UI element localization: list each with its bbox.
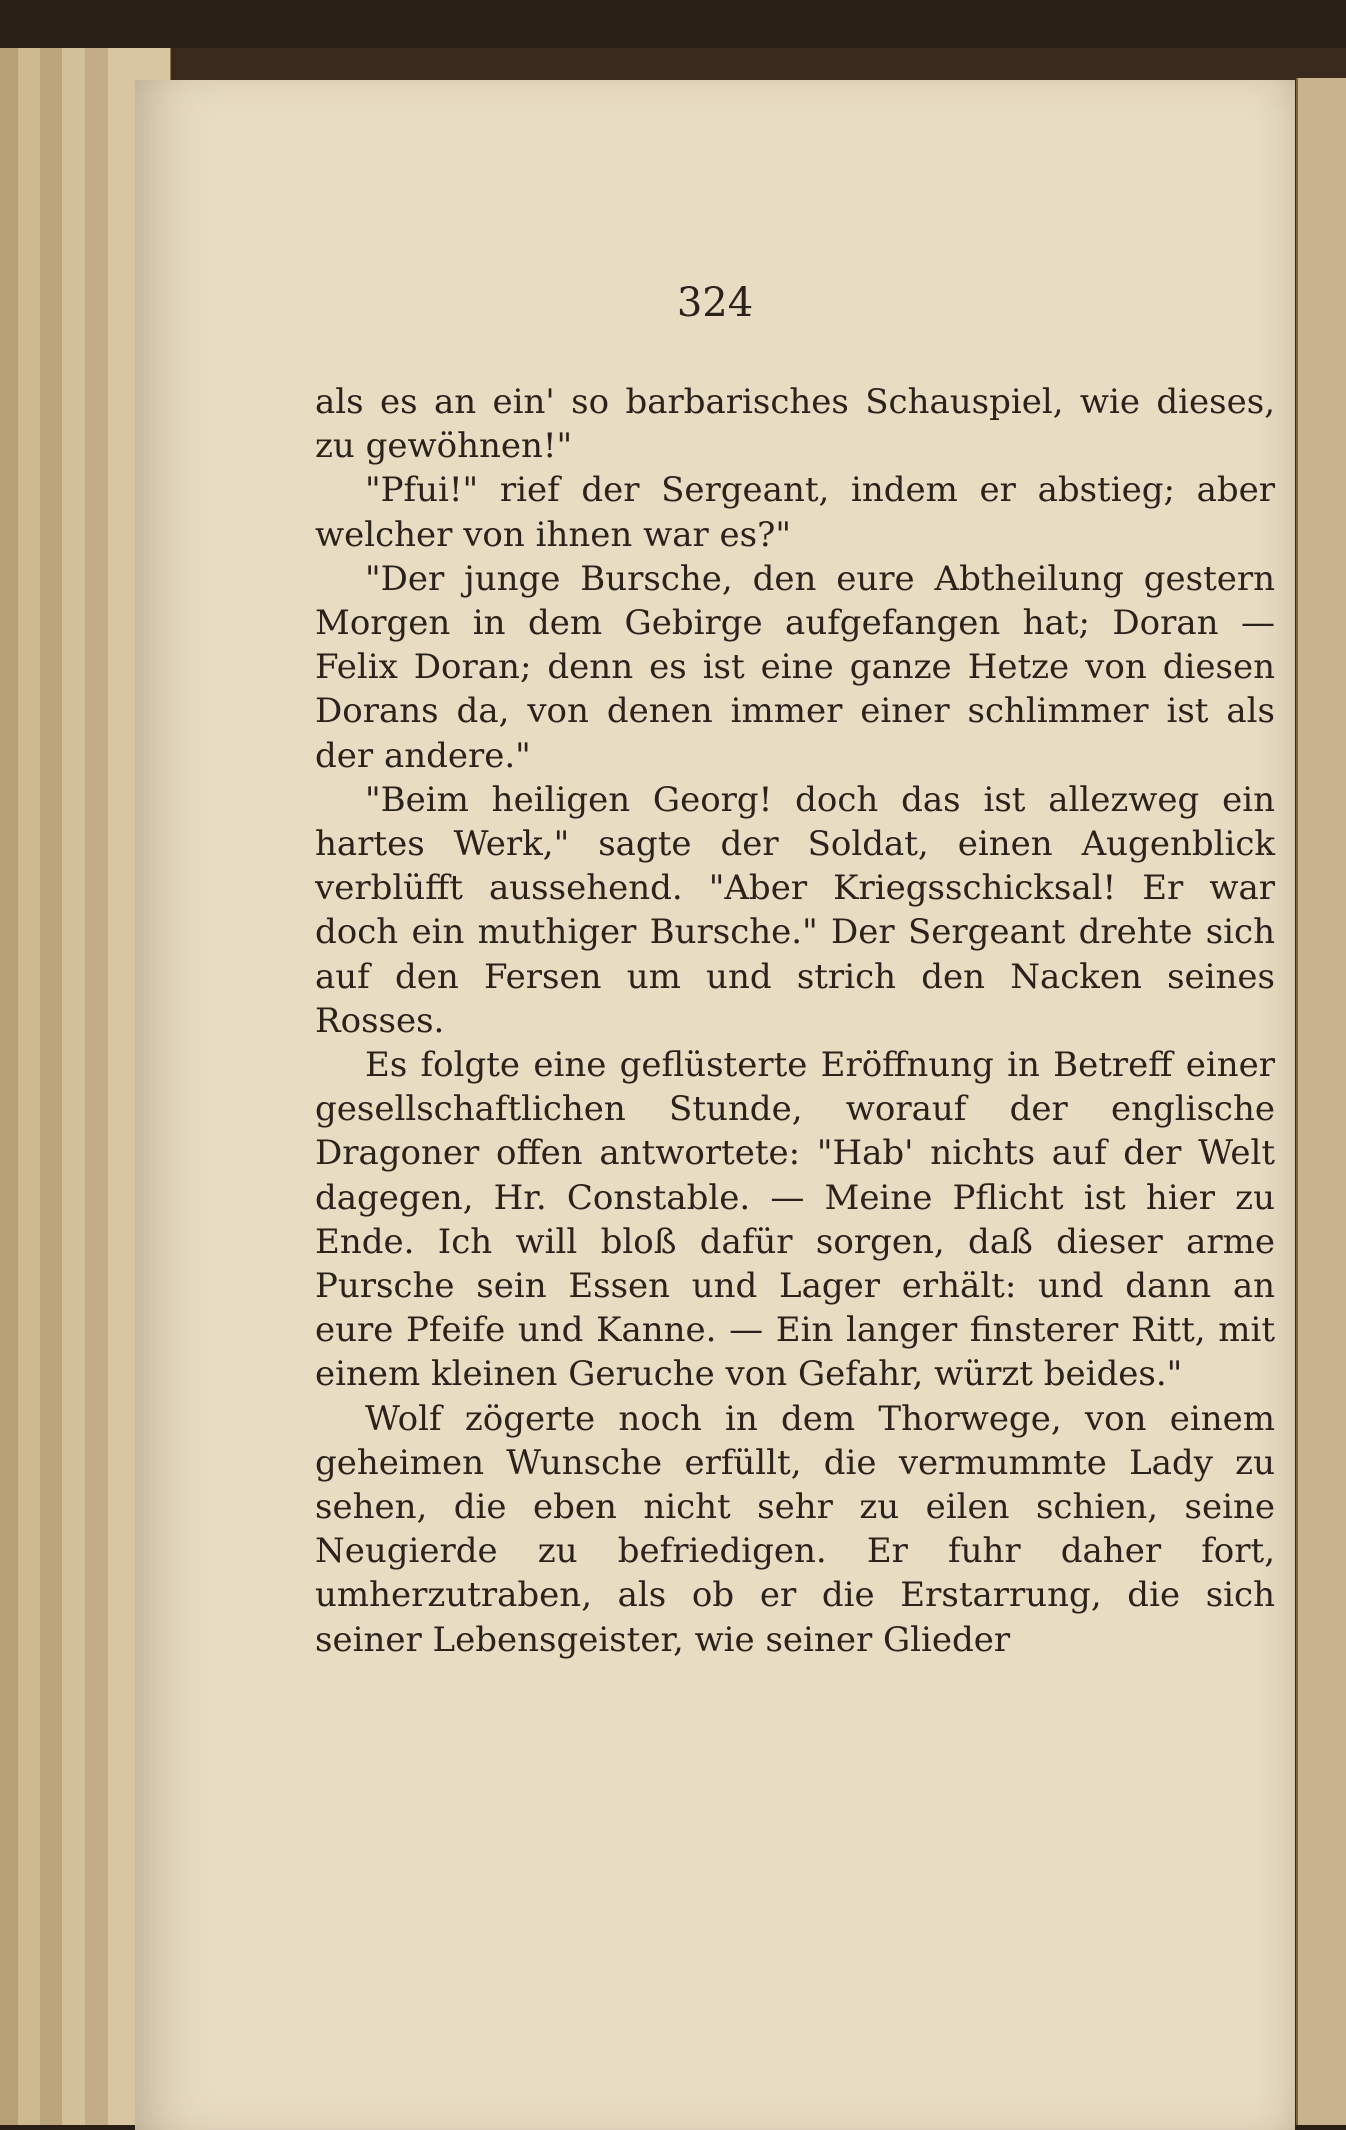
paragraph: "Der junge Bursche, den eure Abtheilung gestern Morgen in dem Gebirge aufgefangen hat; Doran — Felix Doran; denn es ist eine ganze Hetze von diesen Dorans da, von denen immer einer schlimmer ist als der andere." xyxy=(315,558,1275,776)
book-photo xyxy=(0,48,1346,2125)
paragraph: "Beim heiligen Georg! doch das ist allezweg ein hartes Werk," sagte der Soldat, einen Augenblick verblüfft aussehend. "Aber Kriegsschicksal! Er war doch ein muthiger Bursche." Der Sergeant drehte sich auf den Fersen um und strich den Nacken seines Rosses. xyxy=(315,779,1275,1041)
paragraph: als es an ein' so barbarisches Schauspiel, wie dieses, zu gewöhnen!" xyxy=(315,382,1275,467)
facing-page-edge xyxy=(1296,78,1346,2125)
paragraph: Wolf zögerte noch in dem Thorwege, von einem geheimen Wunsche erfüllt, die vermummte Lady zu sehen, die eben nicht sehr zu eilen schien, seine Neugierde zu befriedigen. Er fuhr daher fort, umherzutraben, als ob er die Erstarrung, die sich seiner Lebensgeister, wie seiner Glieder xyxy=(315,1398,1275,1660)
page-number: 324 xyxy=(676,280,754,326)
paragraph: Es folgte eine geflüsterte Eröffnung in Betreff einer gesellschaftlichen Stunde, worauf der englische Dragoner offen antwortete: "Hab' nichts auf der Welt dagegen, Hr. Constable. — Meine Pflicht ist hier zu Ende. Ich will bloß dafür sorgen, daß dieser arme Pursche sein Essen und Lager erhält: und dann an eure Pfeife und Kanne. — Ein langer finsterer Ritt, mit einem kleinen Geruche von Gefahr, würzt beides." xyxy=(315,1045,1275,1395)
body-text xyxy=(315,380,1275,1662)
paragraph: "Pfui!" rief der Sergeant, indem er abstieg; aber welcher von ihnen war es?" xyxy=(315,470,1275,555)
book-page xyxy=(135,80,1295,2130)
